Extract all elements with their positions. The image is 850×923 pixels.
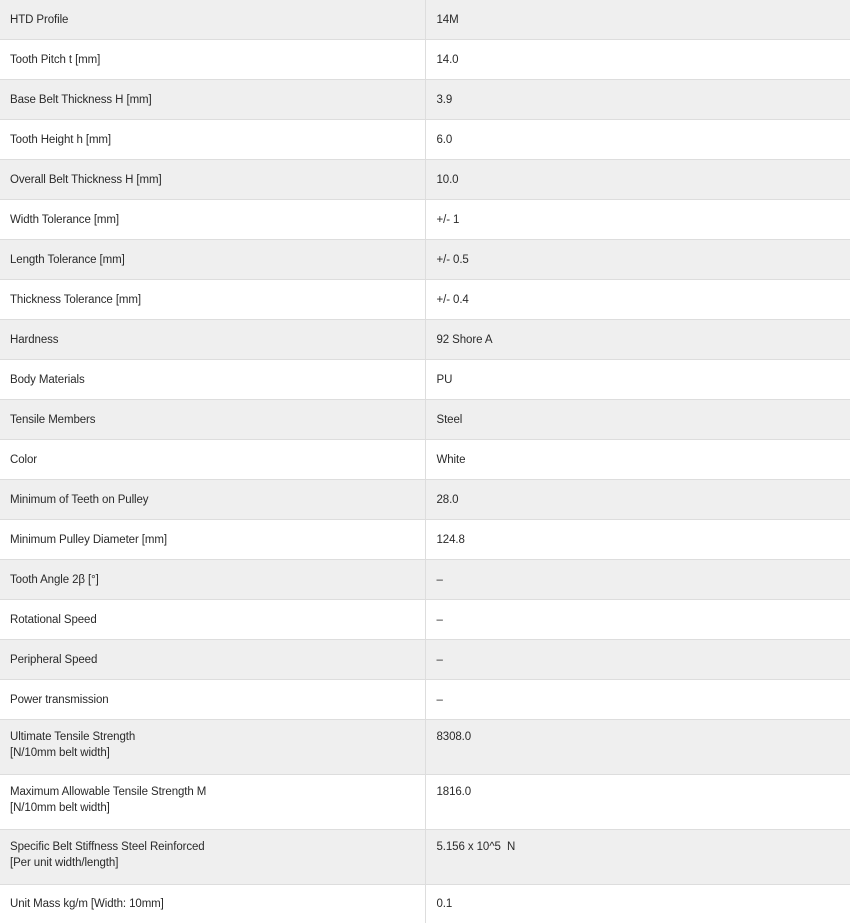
- table-row: [0, 360, 850, 400]
- row-value: 10.0: [425, 160, 850, 200]
- table-row: [0, 0, 850, 40]
- row-value: PU: [425, 360, 850, 400]
- row-value: –: [425, 680, 850, 720]
- row-value: 14.0: [425, 40, 850, 80]
- row-value: –: [425, 600, 850, 640]
- row-label: HTD Profile: [0, 0, 425, 40]
- row-label: Rotational Speed: [0, 600, 425, 640]
- row-label: Power transmission: [0, 680, 425, 720]
- row-value: 124.8: [425, 520, 850, 560]
- row-label: Base Belt Thickness H [mm]: [0, 80, 425, 120]
- row-label: Tooth Height h [mm]: [0, 120, 425, 160]
- table-row: [0, 440, 850, 480]
- row-label-unit: [N/10mm belt width]: [10, 800, 415, 816]
- table-row: [0, 120, 850, 160]
- row-value: 6.0: [425, 120, 850, 160]
- row-value: 28.0: [425, 480, 850, 520]
- row-value: 0.1: [425, 885, 850, 923]
- row-label-unit: [Per unit width/length]: [10, 855, 415, 871]
- row-label: Tooth Pitch t [mm]: [0, 40, 425, 80]
- table-row: [0, 775, 850, 830]
- row-label: Tooth Angle 2β [°]: [0, 560, 425, 600]
- table-row: [0, 80, 850, 120]
- table-row: [0, 720, 850, 775]
- row-label: Specific Belt Stiffness Steel Reinforced: [10, 839, 415, 855]
- table-row: [0, 680, 850, 720]
- row-label-cell: [0, 830, 425, 885]
- row-label-unit: [N/10mm belt width]: [10, 745, 415, 761]
- table-row: [0, 240, 850, 280]
- row-label: Minimum Pulley Diameter [mm]: [0, 520, 425, 560]
- row-label: Body Materials: [0, 360, 425, 400]
- table-row: [0, 830, 850, 885]
- row-value: 8308.0: [425, 720, 850, 775]
- row-value: +/- 0.4: [425, 280, 850, 320]
- table-row: [0, 480, 850, 520]
- table-row: [0, 40, 850, 80]
- row-value: Steel: [425, 400, 850, 440]
- row-label: Thickness Tolerance [mm]: [0, 280, 425, 320]
- row-value: White: [425, 440, 850, 480]
- row-label: Unit Mass kg/m [Width: 10mm]: [0, 885, 425, 923]
- row-label: Hardness: [0, 320, 425, 360]
- table-row: [0, 400, 850, 440]
- row-label: Overall Belt Thickness H [mm]: [0, 160, 425, 200]
- row-label: Length Tolerance [mm]: [0, 240, 425, 280]
- table-row: [0, 640, 850, 680]
- table-row: [0, 280, 850, 320]
- row-label-cell: [0, 775, 425, 830]
- table-row: [0, 520, 850, 560]
- table-row: [0, 600, 850, 640]
- table-row: [0, 320, 850, 360]
- row-label: Color: [0, 440, 425, 480]
- row-label: Tensile Members: [0, 400, 425, 440]
- row-value: 92 Shore A: [425, 320, 850, 360]
- row-label: Width Tolerance [mm]: [0, 200, 425, 240]
- table-row: [0, 560, 850, 600]
- row-value: +/- 1: [425, 200, 850, 240]
- row-value: 14M: [425, 0, 850, 40]
- row-value: +/- 0.5: [425, 240, 850, 280]
- row-value: –: [425, 560, 850, 600]
- row-label: Ultimate Tensile Strength: [10, 729, 415, 745]
- row-label: Minimum of Teeth on Pulley: [0, 480, 425, 520]
- row-value: 5.156 x 10^5 N: [425, 830, 850, 885]
- row-value: 3.9: [425, 80, 850, 120]
- row-value: 1816.0: [425, 775, 850, 830]
- row-label: Peripheral Speed: [0, 640, 425, 680]
- table-row: [0, 885, 850, 923]
- row-label: Maximum Allowable Tensile Strength M: [10, 784, 415, 800]
- table-row: [0, 160, 850, 200]
- row-value: –: [425, 640, 850, 680]
- table-row: [0, 200, 850, 240]
- row-label-cell: [0, 720, 425, 775]
